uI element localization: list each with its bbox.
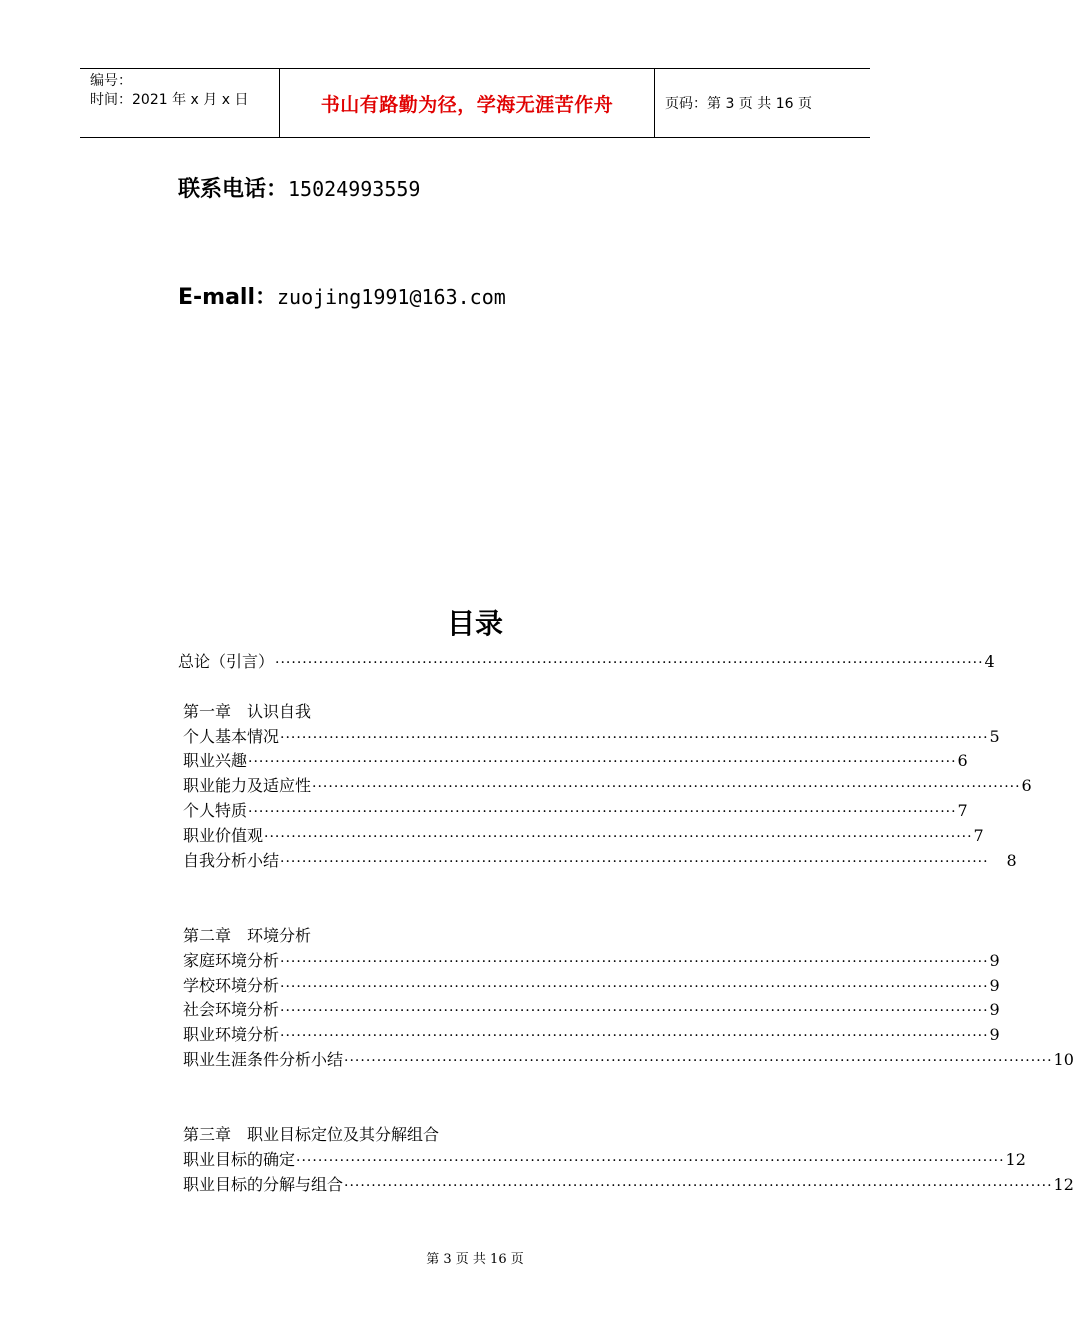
- toc-dot-leader: ··································································································································: [248, 754, 957, 770]
- chapter-heading: 第三章 职业目标定位及其分解组合: [183, 1125, 440, 1144]
- number-label: 编号：: [90, 73, 132, 89]
- phone-line: [178, 172, 420, 203]
- toc-entry: [178, 652, 995, 673]
- toc-entry-page: 5: [989, 727, 1000, 746]
- toc-entry: [183, 801, 968, 822]
- toc-entry-title: 家庭环境分析: [183, 951, 280, 970]
- toc-entry-title: 学校环境分析: [183, 976, 280, 995]
- toc-entry: [183, 976, 1000, 997]
- header-page-label: 页码：第 3 页 共 16 页: [665, 96, 812, 112]
- email-label: E-mall：: [178, 285, 278, 310]
- toc-entry-title: 职业能力及适应性: [183, 776, 312, 795]
- toc-dot-leader: ··································································································································: [264, 829, 973, 845]
- page-footer: 第 3 页 共 16 页: [426, 1252, 524, 1267]
- toc-entry-page: 9: [989, 1025, 1000, 1044]
- toc-entry-page: 6: [1021, 776, 1032, 795]
- toc-entry: [183, 1150, 1026, 1171]
- toc-entry-page: 6: [957, 751, 968, 770]
- header-meta: [80, 69, 280, 137]
- toc-dot-leader: ··································································································································: [296, 1153, 1005, 1169]
- toc-entry: [183, 751, 968, 772]
- toc-dot-leader: ··································································································································: [280, 1003, 989, 1019]
- toc-entry: [183, 1025, 1000, 1046]
- toc-entry-page: 7: [957, 801, 968, 820]
- toc-dot-leader: ··································································································································: [280, 854, 989, 870]
- toc-entry: [183, 1175, 1074, 1196]
- toc-entry-title: 自我分析小结: [183, 851, 280, 870]
- toc-entry-title: 个人特质: [183, 801, 248, 820]
- chapter-heading: 第一章 认识自我: [183, 702, 312, 721]
- toc-entry-title: 职业价值观: [183, 826, 264, 845]
- toc-entry-page: 10: [1053, 1050, 1074, 1069]
- toc-entry: [183, 826, 984, 847]
- toc-entry-page: 9: [989, 1000, 1000, 1019]
- toc-entry-page: 9: [989, 951, 1000, 970]
- toc-dot-leader: ··································································································································: [344, 1053, 1053, 1069]
- toc-dot-leader: ··································································································································: [312, 779, 1021, 795]
- toc-entry-title: 职业目标的分解与组合: [183, 1175, 344, 1194]
- toc-entry-page: 8: [1006, 851, 1017, 870]
- email-value: zuojing1991@163.com: [277, 285, 506, 309]
- toc-entry: [183, 727, 1000, 748]
- toc-dot-leader: ··································································································································: [280, 1028, 989, 1044]
- header-motto: 书山有路勤为径，学海无涯苦作舟: [280, 69, 655, 137]
- email-line: [178, 280, 506, 311]
- toc-dot-leader: ··································································································································: [248, 804, 957, 820]
- toc-entry-title: 职业环境分析: [183, 1025, 280, 1044]
- toc-entry-title: 职业目标的确定: [183, 1150, 296, 1169]
- toc-entry: [183, 851, 1017, 872]
- toc-entry-page: 9: [989, 976, 1000, 995]
- chapter-heading: 第二章 环境分析: [183, 926, 312, 945]
- toc-entry-title: 职业兴趣: [183, 751, 248, 770]
- time-label: 时间：2021 年 x 月 x 日: [90, 92, 249, 108]
- toc-title: 目录: [446, 607, 503, 640]
- toc-dot-leader: ··································································································································: [275, 655, 984, 671]
- toc-dot-leader: ··································································································································: [280, 954, 989, 970]
- toc-entry-title: 总论（引言）: [178, 652, 275, 671]
- toc-dot-leader: ··································································································································: [280, 730, 989, 746]
- toc-entry: [183, 1000, 1000, 1021]
- toc-dot-leader: ··································································································································: [344, 1178, 1053, 1194]
- toc-entry-page: 12: [1005, 1150, 1026, 1169]
- toc-entry: [183, 951, 1000, 972]
- phone-value: 15024993559: [288, 177, 421, 201]
- toc-entry-title: 职业生涯条件分析小结: [183, 1050, 344, 1069]
- toc-dot-leader: ··································································································································: [280, 979, 989, 995]
- toc-entry-page: 4: [984, 652, 995, 671]
- toc-entry-page: 7: [973, 826, 984, 845]
- toc-entry-page: 12: [1053, 1175, 1074, 1194]
- toc-entry-title: 社会环境分析: [183, 1000, 280, 1019]
- toc-entry: [183, 1050, 1074, 1071]
- toc-entry-title: 个人基本情况: [183, 727, 280, 746]
- phone-label: 联系电话：: [178, 177, 289, 202]
- page-header: [80, 68, 870, 138]
- toc-entry: [183, 776, 1032, 797]
